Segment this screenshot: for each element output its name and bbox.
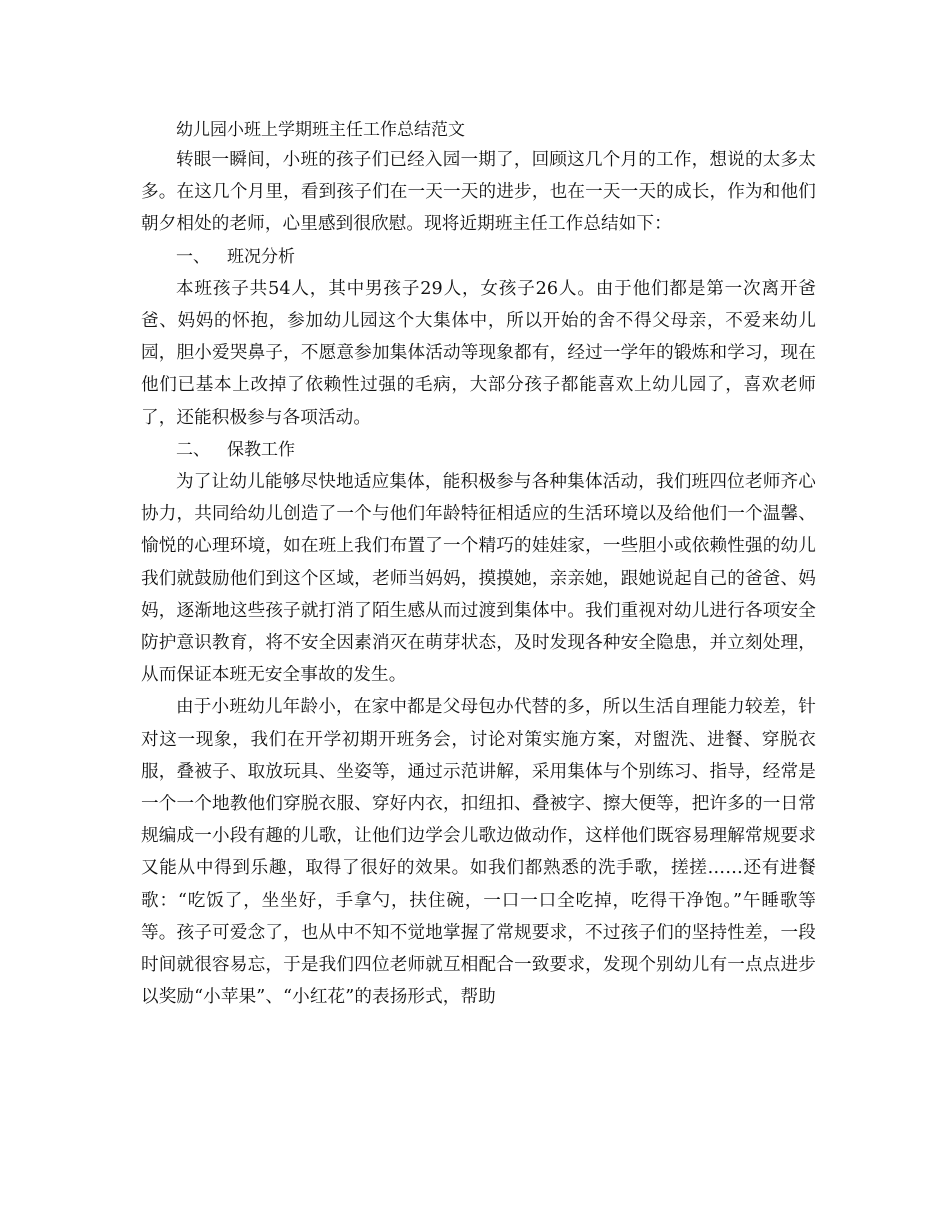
care-education-paragraph-2: 由于小班幼儿年龄小，在家中都是父母包办代替的多，所以生活自理能力较差，针对这一现象，我们在开学初期开班务会，讨论对策实施方案，对盥洗、进餐、穿脱衣服，叠被子、取放玩具、坐姿等，通过示范讲解，采用集体与个别练习、指导，经常是一个一个地教他们穿脱衣服、穿好内衣，扣纽扣、叠被字、擦大便等，把许多的一日常规编成一小段有趣的儿歌，让他们边学会儿歌边做动作，这样他们既容易理解常规要求又能从中得到乐趣，取得了很好的效果。如我们都熟悉的洗手歌，搓搓……还有进餐歌：“吃饭了，坐坐好，手拿勺，扶住碗，一口一口全吃掉，吃得干净饱。”午睡歌等等。孩子可爱念了，也从中不知不觉地掌握了常规要求，不过孩子们的坚持性差，一段时间就很容易忘，于是我们四位老师就互相配合一致要求，发现个别幼儿有一点点进步以奖励“小苹果”、“小红花”的表扬形式，帮助 — [141, 697, 816, 1008]
document-body — [141, 116, 816, 1013]
section-number: 一、 — [176, 246, 210, 267]
class-analysis-paragraph: 本班孩子共54人，其中男孩子29人，女孩子26人。由于他们都是第一次离开爸爸、妈妈的怀抱，参加幼儿园这个大集体中，所以开始的舍不得父母亲，不爱来幼儿园，胆小爱哭鼻子，不愿意参加集体活动等现象都有，经过一学年的锻炼和学习，现在他们已基本上改掉了依赖性过强的毛病，大部分孩子都能喜欢上幼儿园了，喜欢老师了，还能积极参与各项活动。 — [141, 278, 816, 428]
section-heading-text: 班况分析 — [227, 246, 295, 267]
section-heading-class-analysis — [141, 241, 816, 273]
document-title: 幼儿园小班上学期班主任工作总结范文 — [176, 120, 465, 140]
intro-paragraph: 转眼一瞬间，小班的孩子们已经入园一期了，回顾这几个月的工作，想说的太多太多。在这几个月里，看到孩子们在一天一天的进步，也在一天一天的成长，作为和他们朝夕相处的老师，心里感到很欣慰。现将近期班主任工作总结如下： — [141, 150, 816, 235]
section-heading-text: 保教工作 — [227, 439, 295, 460]
care-education-paragraph-1: 为了让幼儿能够尽快地适应集体，能积极参与各种集体活动，我们班四位老师齐心协力，共同给幼儿创造了一个与他们年龄特征相适应的生活环境以及给他们一个温馨、愉悦的心理环境，如在班上我们布置了一个精巧的娃娃家，一些胆小或依赖性强的幼儿我们就鼓励他们到这个区域，老师当妈妈，摸摸她，亲亲她，跟她说起自己的爸爸、妈妈，逐渐地这些孩子就打消了陌生感从而过渡到集体中。我们重视对幼儿进行各项安全防护意识教育，将不安全因素消灭在萌芽状态，及时发现各种安全隐患，并立刻处理，从而保证本班无安全事故的发生。 — [141, 472, 816, 686]
section-number: 二、 — [176, 439, 210, 460]
section-heading-care-education — [141, 434, 816, 466]
